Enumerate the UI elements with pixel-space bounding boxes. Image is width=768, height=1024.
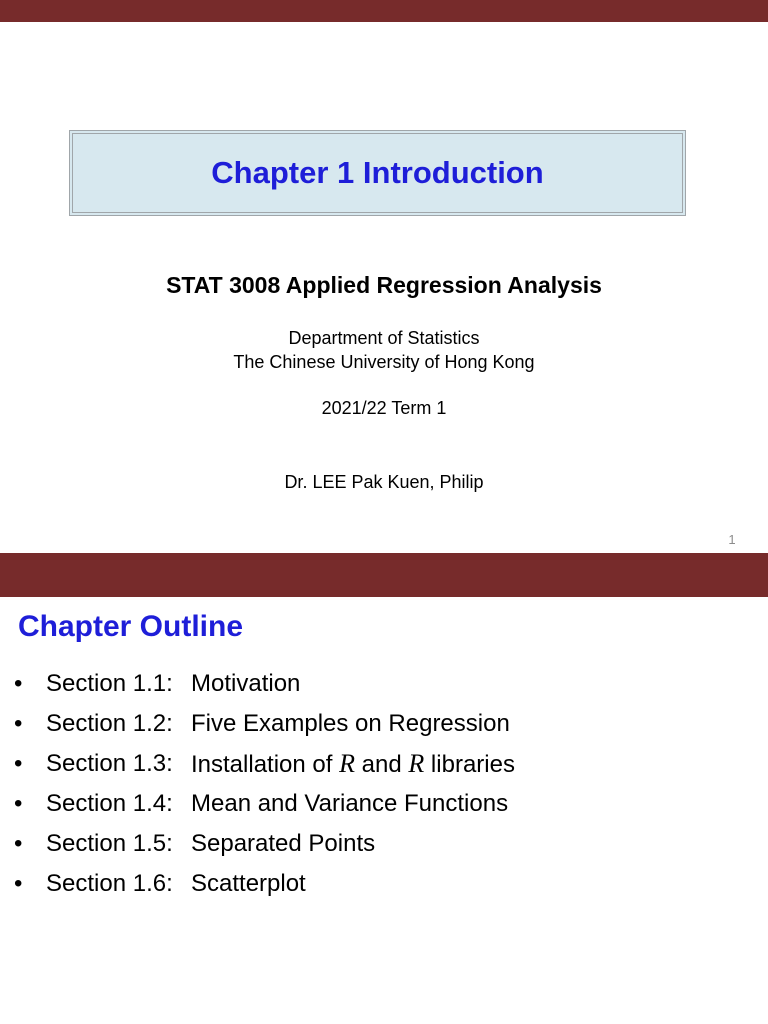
math-symbol-r: R [339, 748, 355, 778]
bullet: • [14, 870, 23, 897]
bullet: • [14, 750, 23, 777]
page-number: 1 [728, 532, 736, 547]
section-number: Section 1.3: [46, 750, 173, 777]
section-number: Section 1.6: [46, 870, 173, 897]
section-number: Section 1.1: [46, 670, 173, 697]
title-text: Installation of [191, 750, 340, 778]
list-item [0, 864, 768, 904]
section-title: Mean and Variance Functions [191, 790, 509, 817]
section-title [191, 748, 515, 781]
slide-title: Chapter 1 Introduction [211, 155, 544, 190]
list-item [0, 664, 768, 704]
list-item [0, 744, 768, 784]
list-item [0, 784, 768, 824]
term: 2021/22 Term 1 [321, 398, 447, 418]
instructor: Dr. LEE Pak Kuen, Philip [284, 472, 484, 492]
section-title: Motivation [191, 670, 301, 697]
section-title: Separated Points [191, 830, 376, 857]
title-box [69, 130, 686, 216]
slide2-top-banner [0, 553, 768, 597]
bullet: • [14, 710, 23, 737]
bullet: • [14, 790, 23, 817]
math-symbol-r: R [408, 748, 425, 778]
section-number: Section 1.4: [46, 790, 173, 817]
course-name: STAT 3008 Applied Regression Analysis [166, 272, 602, 298]
bullet: • [14, 830, 23, 857]
list-item [0, 704, 768, 744]
slide1-top-banner [0, 0, 768, 22]
section-title: Five Examples on Regression [191, 710, 510, 737]
department: Department of Statistics [288, 328, 480, 348]
title-text: libraries [424, 750, 515, 778]
title-text: and [354, 750, 409, 778]
section-number: Section 1.2: [46, 710, 173, 737]
section-number: Section 1.5: [46, 830, 173, 857]
university: The Chinese University of Hong Kong [233, 352, 535, 372]
bullet: • [14, 670, 23, 697]
outline-heading: Chapter Outline [18, 610, 244, 643]
outline-list [0, 664, 768, 904]
list-item [0, 824, 768, 864]
section-title: Scatterplot [191, 870, 306, 897]
